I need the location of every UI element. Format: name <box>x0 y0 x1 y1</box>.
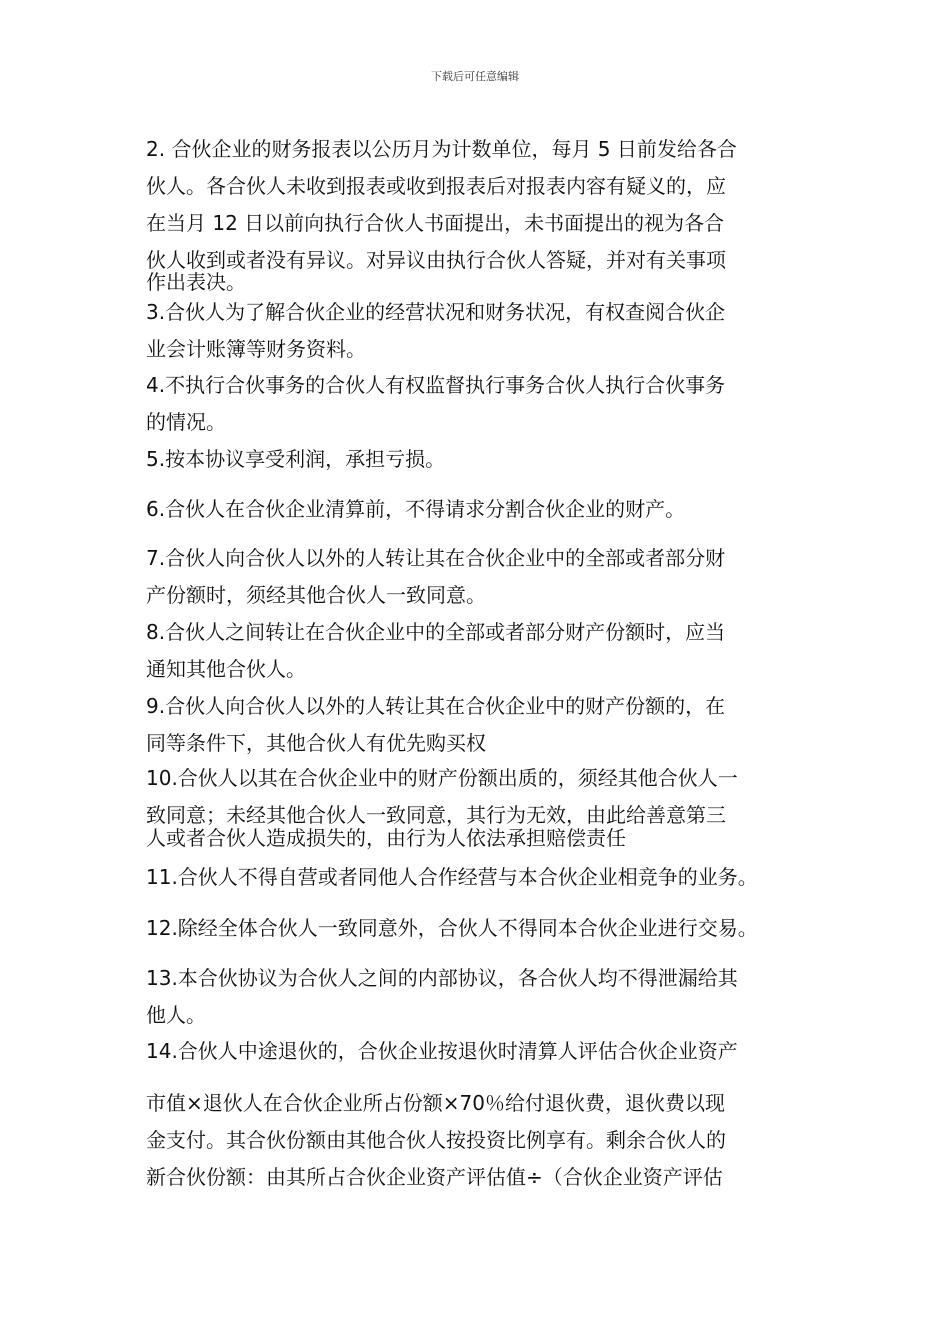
paragraph-11 <box>146 864 826 915</box>
text-line: 6.合伙人在合伙企业清算前，不得请求分割合伙企业的财产。 <box>146 497 686 521</box>
text-line: 金支付。其合伙份额由其他合伙人按投资比例享有。剩余合伙人的 <box>146 1128 726 1152</box>
text-line: 14.合伙人中途退伙的，合伙企业按退伙时清算人评估合伙企业资产 <box>146 1039 738 1063</box>
paragraph-14 <box>146 1038 826 1090</box>
text-line: 在当月 12 日以前向执行合伙人书面提出，未书面提出的视为各合 <box>146 211 725 235</box>
text-line: 同等条件下，其他合伙人有优先购买权 <box>146 731 486 755</box>
paragraph-4 <box>146 372 826 446</box>
paragraph-8 <box>146 619 826 693</box>
text-line: 13.本合伙协议为合伙人之间的内部协议，各合伙人均不得泄漏给其 <box>146 966 738 990</box>
paragraph-7 <box>146 545 826 619</box>
text-line: 他人。 <box>146 1003 206 1027</box>
text-line: 产份额时，须经其他合伙人一致同意。 <box>146 583 486 607</box>
text-line: 人或者合伙人造成损失的，由行为人依法承担赔偿责任 <box>146 826 626 850</box>
text-line: 通知其他合伙人。 <box>146 657 306 681</box>
text-line: 11.合伙人不得自营或者同他人合作经营与本合伙企业相竞争的业务。 <box>146 865 758 889</box>
text-line: 市值×退伙人在合伙企业所占份额×70％给付退伙费，退伙费以现 <box>146 1091 725 1115</box>
text-line: 的情况。 <box>146 410 226 434</box>
paragraph-9 <box>146 693 826 765</box>
header-note: 下载后可任意编辑 <box>431 70 519 83</box>
paragraph-2 <box>146 136 826 299</box>
text-line: 伙人。各合伙人未收到报表或收到报表后对报表内容有疑义的，应 <box>146 174 726 198</box>
paragraph-12 <box>146 915 826 965</box>
text-line: 10.合伙人以其在合伙企业中的财产份额出质的，须经其他合伙人一 <box>146 766 738 790</box>
text-line: 2. 合伙企业的财务报表以公历月为计数单位，每月 5 日前发给各合 <box>146 137 737 161</box>
text-line: 7.合伙人向合伙人以外的人转让其在合伙企业中的全部或者部分财 <box>146 546 726 570</box>
text-line: 12.除经全体合伙人一致同意外，合伙人不得同本合伙企业进行交易。 <box>146 916 758 940</box>
paragraph-14-continued <box>146 1090 826 1190</box>
text-line: 业会计账簿等财务资料。 <box>146 337 366 361</box>
text-line: 作出表决。 <box>146 270 246 294</box>
paragraph-6 <box>146 496 826 545</box>
paragraph-5 <box>146 446 826 496</box>
paragraph-13 <box>146 965 826 1038</box>
text-line: 致同意；未经其他合伙人一致同意，其行为无效，由此给善意第三 <box>146 803 726 827</box>
text-line: 4.不执行合伙事务的合伙人有权监督执行事务合伙人执行合伙事务 <box>146 373 726 397</box>
paragraph-10 <box>146 765 826 864</box>
text-line: 新合伙份额：由其所占合伙企业资产评估值÷（合伙企业资产评估 <box>146 1165 723 1189</box>
text-line: 5.按本协议享受利润，承担亏损。 <box>146 447 446 471</box>
paragraph-3 <box>146 299 826 372</box>
text-line: 3.合伙人为了解合伙企业的经营状况和财务状况，有权查阅合伙企 <box>146 300 726 324</box>
text-line: 伙人收到或者没有异议。对异议由执行合伙人答疑，并对有关事项 <box>146 248 726 272</box>
document-body <box>146 136 826 1190</box>
text-line: 8.合伙人之间转让在合伙企业中的全部或者部分财产份额时，应当 <box>146 620 726 644</box>
text-line: 9.合伙人向合伙人以外的人转让其在合伙企业中的财产份额的，在 <box>146 694 726 718</box>
